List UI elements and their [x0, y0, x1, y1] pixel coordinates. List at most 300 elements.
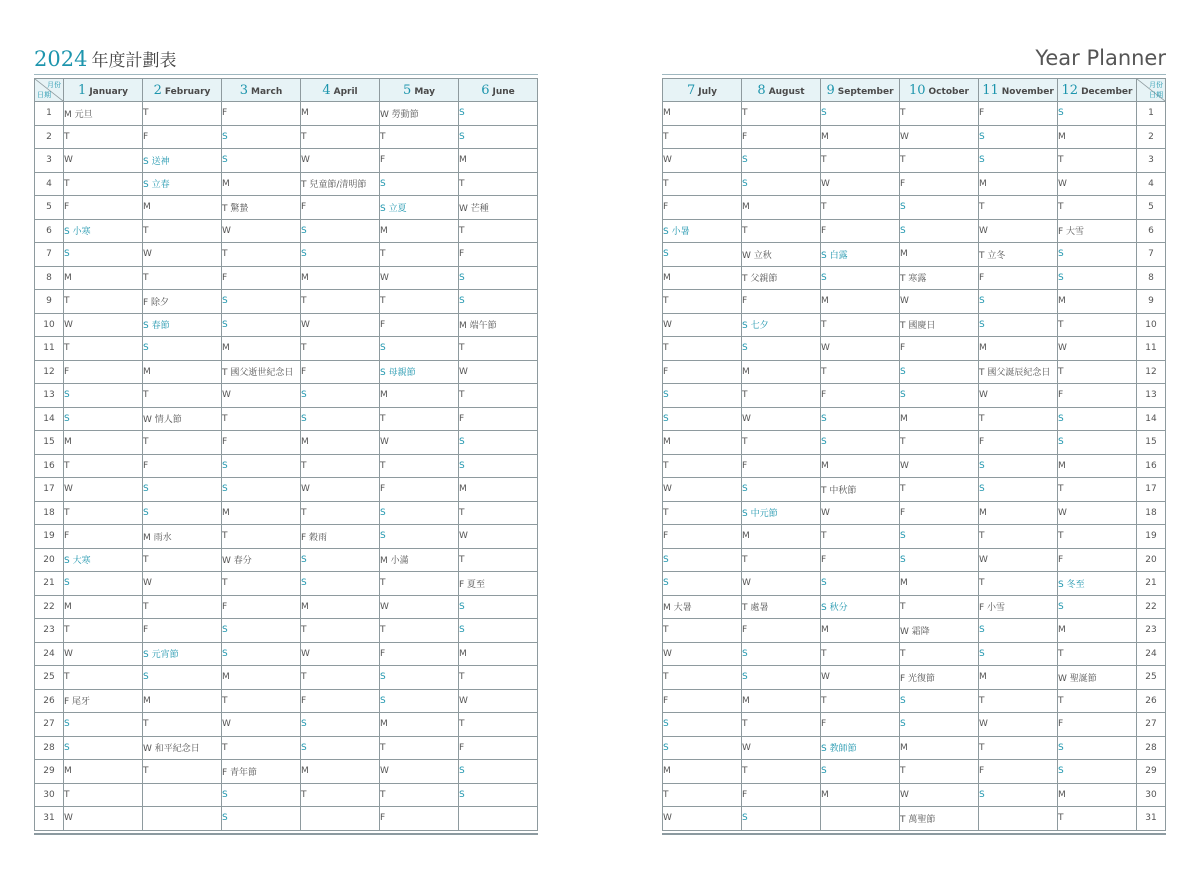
date-cell[interactable]: F	[380, 313, 459, 337]
date-cell[interactable]: T	[143, 595, 222, 619]
date-cell[interactable]: S	[459, 266, 538, 290]
date-cell[interactable]: S	[1058, 243, 1137, 267]
date-cell[interactable]: T 寒露	[900, 266, 979, 290]
date-cell[interactable]: M	[380, 219, 459, 243]
date-cell[interactable]	[979, 807, 1058, 831]
date-cell[interactable]: T	[900, 642, 979, 666]
date-cell[interactable]: F	[64, 525, 143, 549]
date-cell[interactable]: T	[143, 713, 222, 737]
date-cell[interactable]: S	[742, 666, 821, 690]
date-cell[interactable]: S 七夕	[742, 313, 821, 337]
date-cell[interactable]: S	[301, 548, 380, 572]
date-cell[interactable]: S	[459, 595, 538, 619]
date-cell[interactable]: M	[979, 501, 1058, 525]
date-cell[interactable]: F	[380, 642, 459, 666]
date-cell[interactable]: W	[380, 431, 459, 455]
date-cell[interactable]: F	[742, 454, 821, 478]
date-cell[interactable]: S	[663, 407, 742, 431]
date-cell[interactable]: F 尾牙	[64, 689, 143, 713]
date-cell[interactable]: W	[222, 219, 301, 243]
date-cell[interactable]: M	[1058, 290, 1137, 314]
date-cell[interactable]: F	[821, 219, 900, 243]
date-cell[interactable]: F 除夕	[143, 290, 222, 314]
date-cell[interactable]: S 冬至	[1058, 572, 1137, 596]
date-cell[interactable]: T	[143, 219, 222, 243]
date-cell[interactable]: F	[979, 760, 1058, 784]
date-cell[interactable]: W	[301, 149, 380, 173]
date-cell[interactable]: T	[1058, 360, 1137, 384]
date-cell[interactable]: M	[900, 572, 979, 596]
date-cell[interactable]: W	[900, 783, 979, 807]
date-cell[interactable]: W	[742, 736, 821, 760]
date-cell[interactable]: F	[663, 196, 742, 220]
date-cell[interactable]: S	[979, 642, 1058, 666]
date-cell[interactable]: S	[459, 760, 538, 784]
date-cell[interactable]: S	[1058, 760, 1137, 784]
date-cell[interactable]: T	[1058, 642, 1137, 666]
date-cell[interactable]: M 雨水	[143, 525, 222, 549]
date-cell[interactable]: M	[222, 172, 301, 196]
date-cell[interactable]: W	[663, 807, 742, 831]
date-cell[interactable]: T	[1058, 807, 1137, 831]
date-cell[interactable]: S	[222, 642, 301, 666]
date-cell[interactable]: M	[64, 760, 143, 784]
date-cell[interactable]: W	[64, 313, 143, 337]
date-cell[interactable]: S	[64, 572, 143, 596]
date-cell[interactable]: W 勞動節	[380, 102, 459, 126]
date-cell[interactable]: M	[663, 102, 742, 126]
date-cell[interactable]: T	[222, 572, 301, 596]
date-cell[interactable]: S	[979, 619, 1058, 643]
date-cell[interactable]: M 小滿	[380, 548, 459, 572]
date-cell[interactable]: S	[143, 666, 222, 690]
date-cell[interactable]: S	[459, 102, 538, 126]
date-cell[interactable]: T	[900, 478, 979, 502]
date-cell[interactable]: T 父親節	[742, 266, 821, 290]
date-cell[interactable]: T	[380, 125, 459, 149]
date-cell[interactable]: S	[222, 783, 301, 807]
date-cell[interactable]: T	[1058, 689, 1137, 713]
date-cell[interactable]: T	[1058, 196, 1137, 220]
date-cell[interactable]: W	[64, 478, 143, 502]
date-cell[interactable]: T	[821, 313, 900, 337]
date-cell[interactable]: W	[301, 313, 380, 337]
date-cell[interactable]: W	[979, 548, 1058, 572]
date-cell[interactable]: W	[821, 172, 900, 196]
date-cell[interactable]: S	[663, 572, 742, 596]
date-cell[interactable]: S	[222, 454, 301, 478]
date-cell[interactable]: S	[979, 454, 1058, 478]
date-cell[interactable]: W	[380, 760, 459, 784]
date-cell[interactable]: M	[900, 407, 979, 431]
date-cell[interactable]: S	[222, 149, 301, 173]
date-cell[interactable]: F	[143, 125, 222, 149]
date-cell[interactable]: S	[222, 478, 301, 502]
date-cell[interactable]: W	[663, 149, 742, 173]
date-cell[interactable]: M 端午節	[459, 313, 538, 337]
date-cell[interactable]	[301, 807, 380, 831]
date-cell[interactable]: T	[143, 266, 222, 290]
date-cell[interactable]: S	[380, 172, 459, 196]
date-cell[interactable]: T	[742, 713, 821, 737]
date-cell[interactable]: W	[900, 454, 979, 478]
date-cell[interactable]: S 立春	[143, 172, 222, 196]
date-cell[interactable]: S	[979, 313, 1058, 337]
date-cell[interactable]: T 立冬	[979, 243, 1058, 267]
date-cell[interactable]: S 小暑	[663, 219, 742, 243]
date-cell[interactable]: T	[663, 666, 742, 690]
date-cell[interactable]: W	[900, 290, 979, 314]
date-cell[interactable]: S	[742, 337, 821, 361]
date-cell[interactable]: T	[1058, 313, 1137, 337]
date-cell[interactable]: W	[979, 219, 1058, 243]
date-cell[interactable]: S 元宵節	[143, 642, 222, 666]
date-cell[interactable]: M	[742, 525, 821, 549]
date-cell[interactable]: T	[1058, 149, 1137, 173]
date-cell[interactable]: T	[459, 666, 538, 690]
date-cell[interactable]: F	[380, 807, 459, 831]
date-cell[interactable]: F	[64, 196, 143, 220]
date-cell[interactable]: T	[821, 525, 900, 549]
date-cell[interactable]: S	[900, 196, 979, 220]
date-cell[interactable]: M	[459, 478, 538, 502]
date-cell[interactable]: S	[663, 548, 742, 572]
date-cell[interactable]: M	[979, 337, 1058, 361]
date-cell[interactable]: W 情人節	[143, 407, 222, 431]
date-cell[interactable]: F	[742, 290, 821, 314]
date-cell[interactable]: W	[143, 572, 222, 596]
date-cell[interactable]: S	[1058, 431, 1137, 455]
date-cell[interactable]: M	[301, 266, 380, 290]
date-cell[interactable]: S	[900, 219, 979, 243]
date-cell[interactable]	[821, 807, 900, 831]
date-cell[interactable]: T	[663, 783, 742, 807]
date-cell[interactable]: S	[64, 243, 143, 267]
date-cell[interactable]: T	[380, 783, 459, 807]
date-cell[interactable]: W 霜降	[900, 619, 979, 643]
date-cell[interactable]: M	[301, 760, 380, 784]
date-cell[interactable]: M	[742, 196, 821, 220]
date-cell[interactable]: S 小寒	[64, 219, 143, 243]
date-cell[interactable]: W 聖誕節	[1058, 666, 1137, 690]
date-cell[interactable]: M	[143, 196, 222, 220]
date-cell[interactable]: T	[979, 407, 1058, 431]
date-cell[interactable]: S	[979, 125, 1058, 149]
date-cell[interactable]: F 大雪	[1058, 219, 1137, 243]
date-cell[interactable]: M	[64, 595, 143, 619]
date-cell[interactable]: W	[1058, 337, 1137, 361]
date-cell[interactable]: S	[222, 290, 301, 314]
date-cell[interactable]: M 大暑	[663, 595, 742, 619]
date-cell[interactable]: W	[301, 478, 380, 502]
date-cell[interactable]: W	[301, 642, 380, 666]
date-cell[interactable]: S	[143, 501, 222, 525]
date-cell[interactable]: S	[742, 807, 821, 831]
date-cell[interactable]: T	[64, 666, 143, 690]
date-cell[interactable]: W	[663, 478, 742, 502]
date-cell[interactable]	[459, 807, 538, 831]
date-cell[interactable]: M	[821, 290, 900, 314]
date-cell[interactable]: M	[663, 760, 742, 784]
date-cell[interactable]: S	[900, 689, 979, 713]
date-cell[interactable]: T	[380, 736, 459, 760]
date-cell[interactable]: W 春分	[222, 548, 301, 572]
date-cell[interactable]: M	[459, 149, 538, 173]
date-cell[interactable]: W	[979, 713, 1058, 737]
date-cell[interactable]: S	[301, 407, 380, 431]
date-cell[interactable]: W	[380, 595, 459, 619]
date-cell[interactable]: T	[64, 619, 143, 643]
date-cell[interactable]: T	[301, 290, 380, 314]
date-cell[interactable]: F	[1058, 384, 1137, 408]
date-cell[interactable]: T	[821, 149, 900, 173]
date-cell[interactable]: T	[222, 525, 301, 549]
date-cell[interactable]: F	[663, 525, 742, 549]
date-cell[interactable]: S	[459, 619, 538, 643]
date-cell[interactable]: M	[979, 172, 1058, 196]
date-cell[interactable]: T	[64, 172, 143, 196]
date-cell[interactable]: S	[64, 736, 143, 760]
date-cell[interactable]: S	[301, 572, 380, 596]
date-cell[interactable]: T	[222, 243, 301, 267]
date-cell[interactable]: T	[143, 102, 222, 126]
date-cell[interactable]: F	[900, 337, 979, 361]
date-cell[interactable]: S	[459, 454, 538, 478]
date-cell[interactable]: T	[663, 172, 742, 196]
date-cell[interactable]: T	[979, 689, 1058, 713]
date-cell[interactable]: S	[380, 666, 459, 690]
date-cell[interactable]: T	[742, 431, 821, 455]
date-cell[interactable]: S	[301, 713, 380, 737]
date-cell[interactable]: T	[301, 454, 380, 478]
date-cell[interactable]: M	[900, 736, 979, 760]
date-cell[interactable]: S	[663, 736, 742, 760]
date-cell[interactable]: T	[301, 501, 380, 525]
date-cell[interactable]: M	[380, 384, 459, 408]
date-cell[interactable]: M 元旦	[64, 102, 143, 126]
date-cell[interactable]: S	[900, 713, 979, 737]
date-cell[interactable]: S	[301, 384, 380, 408]
date-cell[interactable]: M	[1058, 783, 1137, 807]
date-cell[interactable]: T	[742, 760, 821, 784]
date-cell[interactable]: T	[222, 736, 301, 760]
date-cell[interactable]: M	[459, 642, 538, 666]
date-cell[interactable]: T	[663, 290, 742, 314]
date-cell[interactable]: S	[1058, 102, 1137, 126]
date-cell[interactable]: T	[64, 337, 143, 361]
date-cell[interactable]: F	[222, 266, 301, 290]
date-cell[interactable]: S	[1058, 266, 1137, 290]
date-cell[interactable]: T	[459, 713, 538, 737]
date-cell[interactable]: W	[459, 689, 538, 713]
date-cell[interactable]: F	[1058, 548, 1137, 572]
date-cell[interactable]: W 和平紀念日	[143, 736, 222, 760]
date-cell[interactable]: W	[64, 807, 143, 831]
date-cell[interactable]: T	[64, 501, 143, 525]
date-cell[interactable]: S	[979, 783, 1058, 807]
date-cell[interactable]: S	[222, 313, 301, 337]
date-cell[interactable]: W	[663, 642, 742, 666]
date-cell[interactable]: M	[143, 689, 222, 713]
date-cell[interactable]: F	[301, 689, 380, 713]
date-cell[interactable]: W	[979, 384, 1058, 408]
date-cell[interactable]: S	[459, 125, 538, 149]
date-cell[interactable]: T	[663, 125, 742, 149]
date-cell[interactable]: T	[821, 689, 900, 713]
date-cell[interactable]: S	[301, 243, 380, 267]
date-cell[interactable]: F 穀雨	[301, 525, 380, 549]
date-cell[interactable]: M	[821, 783, 900, 807]
date-cell[interactable]: S	[380, 501, 459, 525]
date-cell[interactable]: T	[742, 102, 821, 126]
date-cell[interactable]: T	[979, 736, 1058, 760]
date-cell[interactable]: S	[663, 713, 742, 737]
date-cell[interactable]: W	[742, 407, 821, 431]
date-cell[interactable]: S	[1058, 407, 1137, 431]
date-cell[interactable]: F	[821, 713, 900, 737]
date-cell[interactable]: T 國父逝世紀念日	[222, 360, 301, 384]
date-cell[interactable]: T	[900, 149, 979, 173]
date-cell[interactable]: S 母親節	[380, 360, 459, 384]
date-cell[interactable]: M	[301, 102, 380, 126]
date-cell[interactable]: T	[663, 337, 742, 361]
date-cell[interactable]: S 送神	[143, 149, 222, 173]
date-cell[interactable]: F	[64, 360, 143, 384]
date-cell[interactable]: T	[979, 525, 1058, 549]
date-cell[interactable]: W	[742, 572, 821, 596]
date-cell[interactable]: S	[821, 407, 900, 431]
date-cell[interactable]: F 夏至	[459, 572, 538, 596]
date-cell[interactable]: S	[979, 149, 1058, 173]
date-cell[interactable]: F	[742, 619, 821, 643]
date-cell[interactable]: T	[663, 501, 742, 525]
date-cell[interactable]: W	[459, 525, 538, 549]
date-cell[interactable]: T	[459, 501, 538, 525]
date-cell[interactable]: T 中秋節	[821, 478, 900, 502]
date-cell[interactable]: S	[380, 525, 459, 549]
date-cell[interactable]: W	[380, 266, 459, 290]
date-cell[interactable]: W 芒種	[459, 196, 538, 220]
date-cell[interactable]: F	[459, 243, 538, 267]
date-cell[interactable]: M	[979, 666, 1058, 690]
date-cell[interactable]: T 驚蟄	[222, 196, 301, 220]
date-cell[interactable]: S	[64, 384, 143, 408]
date-cell[interactable]: T	[900, 760, 979, 784]
date-cell[interactable]: F	[1058, 713, 1137, 737]
date-cell[interactable]: S	[380, 689, 459, 713]
date-cell[interactable]: T	[742, 548, 821, 572]
date-cell[interactable]: S	[742, 642, 821, 666]
date-cell[interactable]: W	[222, 384, 301, 408]
date-cell[interactable]: F	[143, 454, 222, 478]
date-cell[interactable]: M	[301, 431, 380, 455]
date-cell[interactable]: W	[459, 360, 538, 384]
date-cell[interactable]: S	[459, 783, 538, 807]
date-cell[interactable]: T	[459, 337, 538, 361]
date-cell[interactable]: M	[64, 431, 143, 455]
date-cell[interactable]: F	[380, 149, 459, 173]
date-cell[interactable]: F	[979, 431, 1058, 455]
date-cell[interactable]: T	[380, 407, 459, 431]
date-cell[interactable]: M	[663, 431, 742, 455]
date-cell[interactable]: F	[459, 407, 538, 431]
date-cell[interactable]: M	[821, 125, 900, 149]
date-cell[interactable]: T	[301, 783, 380, 807]
date-cell[interactable]: S	[900, 384, 979, 408]
date-cell[interactable]: F	[143, 619, 222, 643]
date-cell[interactable]: T 國父誕辰紀念日	[979, 360, 1058, 384]
date-cell[interactable]: S	[1058, 736, 1137, 760]
date-cell[interactable]: T	[143, 548, 222, 572]
date-cell[interactable]: S	[742, 172, 821, 196]
date-cell[interactable]	[143, 783, 222, 807]
date-cell[interactable]: S	[64, 713, 143, 737]
date-cell[interactable]: W	[900, 125, 979, 149]
date-cell[interactable]: M	[1058, 619, 1137, 643]
date-cell[interactable]: S 春節	[143, 313, 222, 337]
date-cell[interactable]: S	[663, 243, 742, 267]
date-cell[interactable]: M	[222, 666, 301, 690]
date-cell[interactable]: F	[222, 102, 301, 126]
date-cell[interactable]: M	[663, 266, 742, 290]
date-cell[interactable]: M	[821, 454, 900, 478]
date-cell[interactable]: T	[459, 219, 538, 243]
date-cell[interactable]: S	[821, 572, 900, 596]
date-cell[interactable]: T	[380, 290, 459, 314]
date-cell[interactable]: W	[821, 666, 900, 690]
date-cell[interactable]: W	[821, 337, 900, 361]
date-cell[interactable]: T	[301, 125, 380, 149]
date-cell[interactable]: T	[380, 454, 459, 478]
date-cell[interactable]: M	[143, 360, 222, 384]
date-cell[interactable]: W	[821, 501, 900, 525]
date-cell[interactable]	[143, 807, 222, 831]
date-cell[interactable]: F	[301, 196, 380, 220]
date-cell[interactable]: T	[821, 196, 900, 220]
date-cell[interactable]: F	[900, 501, 979, 525]
date-cell[interactable]: S	[979, 290, 1058, 314]
date-cell[interactable]: S	[742, 478, 821, 502]
date-cell[interactable]: T	[900, 102, 979, 126]
date-cell[interactable]: W	[1058, 501, 1137, 525]
date-cell[interactable]: S	[821, 266, 900, 290]
date-cell[interactable]: M	[222, 337, 301, 361]
date-cell[interactable]: F	[979, 266, 1058, 290]
date-cell[interactable]: T	[301, 619, 380, 643]
date-cell[interactable]: M	[1058, 454, 1137, 478]
date-cell[interactable]: W	[64, 149, 143, 173]
date-cell[interactable]: T	[900, 595, 979, 619]
date-cell[interactable]: F	[222, 431, 301, 455]
date-cell[interactable]: T	[742, 219, 821, 243]
date-cell[interactable]: F	[222, 595, 301, 619]
date-cell[interactable]: S	[742, 149, 821, 173]
date-cell[interactable]: M	[900, 243, 979, 267]
date-cell[interactable]: F 光復節	[900, 666, 979, 690]
date-cell[interactable]: S 大寒	[64, 548, 143, 572]
date-cell[interactable]: T	[1058, 478, 1137, 502]
date-cell[interactable]: F 青年節	[222, 760, 301, 784]
date-cell[interactable]: W	[663, 313, 742, 337]
date-cell[interactable]: T	[301, 666, 380, 690]
date-cell[interactable]: S	[222, 807, 301, 831]
date-cell[interactable]: T	[143, 760, 222, 784]
date-cell[interactable]: T	[143, 431, 222, 455]
date-cell[interactable]: T	[64, 290, 143, 314]
date-cell[interactable]: T	[663, 619, 742, 643]
date-cell[interactable]: S	[821, 760, 900, 784]
date-cell[interactable]: T	[380, 619, 459, 643]
